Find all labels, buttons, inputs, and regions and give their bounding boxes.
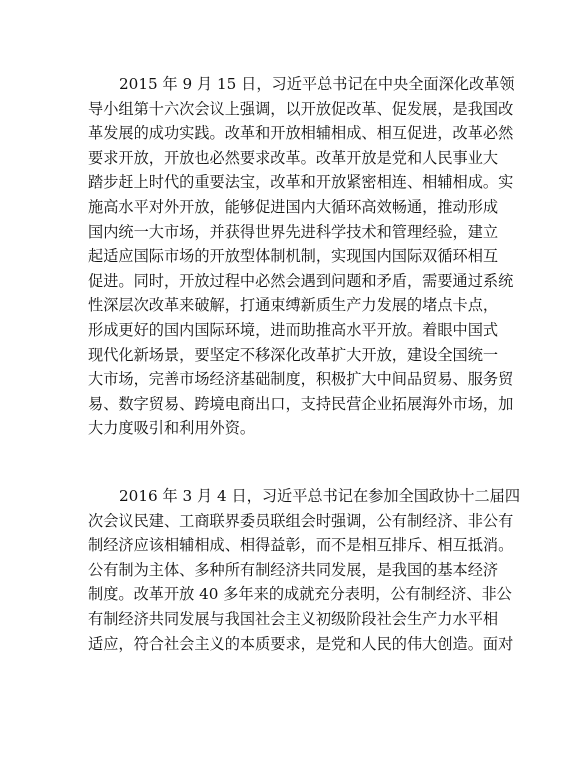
text-line: 性深层次改革来破解，打通束缚新质生产力发展的堵点卡点， <box>88 296 499 315</box>
text-line: 易、数字贸易、跨境电商出口，支持民营企业拓展海外市场，加 <box>88 394 514 413</box>
text-line: 适应，符合社会主义的本质要求，是党和人民的伟大创造。面对 <box>88 634 514 653</box>
text-line: 革发展的成功实践。改革和开放相辅相成、相互促进，改革必然 <box>88 124 514 143</box>
text-line: 国内统一大市场，并获得世界先进科学技术和管理经验，建立 <box>88 222 499 241</box>
paragraph-2016-ownership-economy <box>88 484 521 656</box>
text-line: 制度。改革开放 40 多年来的成就充分表明，公有制经济、非公 <box>88 585 512 604</box>
text-line: 踏步赶上时代的重要法宝，改革和开放紧密相连、相辅相成。实 <box>88 173 514 192</box>
text-line: 促进。同时，开放过程中必然会遇到问题和矛盾，需要通过系统 <box>88 271 514 290</box>
text-line: 导小组第十六次会议上强调，以开放促改革、促发展，是我国改 <box>88 99 514 118</box>
text-line: 制经济应该相辅相成、相得益彰，而不是相互排斥、相互抵消。 <box>88 536 514 555</box>
paragraph-2015-reform-opening <box>88 72 515 441</box>
text-line: 要求开放，开放也必然要求改革。改革开放是党和人民事业大 <box>88 148 499 167</box>
text-line: 大市场，完善市场经济基础制度，积极扩大中间品贸易、服务贸 <box>88 370 514 389</box>
text-line: 大力度吸引和利用外资。 <box>88 419 256 438</box>
text-line: 现代化新场景，要坚定不移深化改革扩大开放，建设全国统一 <box>88 345 499 364</box>
text-line: 有制经济共同发展与我国社会主义初级阶段社会生产力水平相 <box>88 609 499 628</box>
text-line: 2015 年 9 月 15 日，习近平总书记在中央全面深化改革领 <box>119 75 515 93</box>
text-line: 次会议民建、工商联界委员联组会时强调，公有制经济、非公有 <box>88 511 514 530</box>
text-line: 公有制为主体、多种所有制经济共同发展，是我国的基本经济 <box>88 560 499 579</box>
text-line: 施高水平对外开放，能够促进国内大循环高效畅通，推动形成 <box>88 197 499 216</box>
text-line: 起适应国际市场的开放型体制机制，实现国内国际双循环相互 <box>88 247 499 266</box>
text-line: 2016 年 3 月 4 日，习近平总书记在参加全国政协十二届四 <box>119 487 521 505</box>
text-line: 形成更好的国内国际环境，进而助推高水平开放。着眼中国式 <box>88 320 499 339</box>
